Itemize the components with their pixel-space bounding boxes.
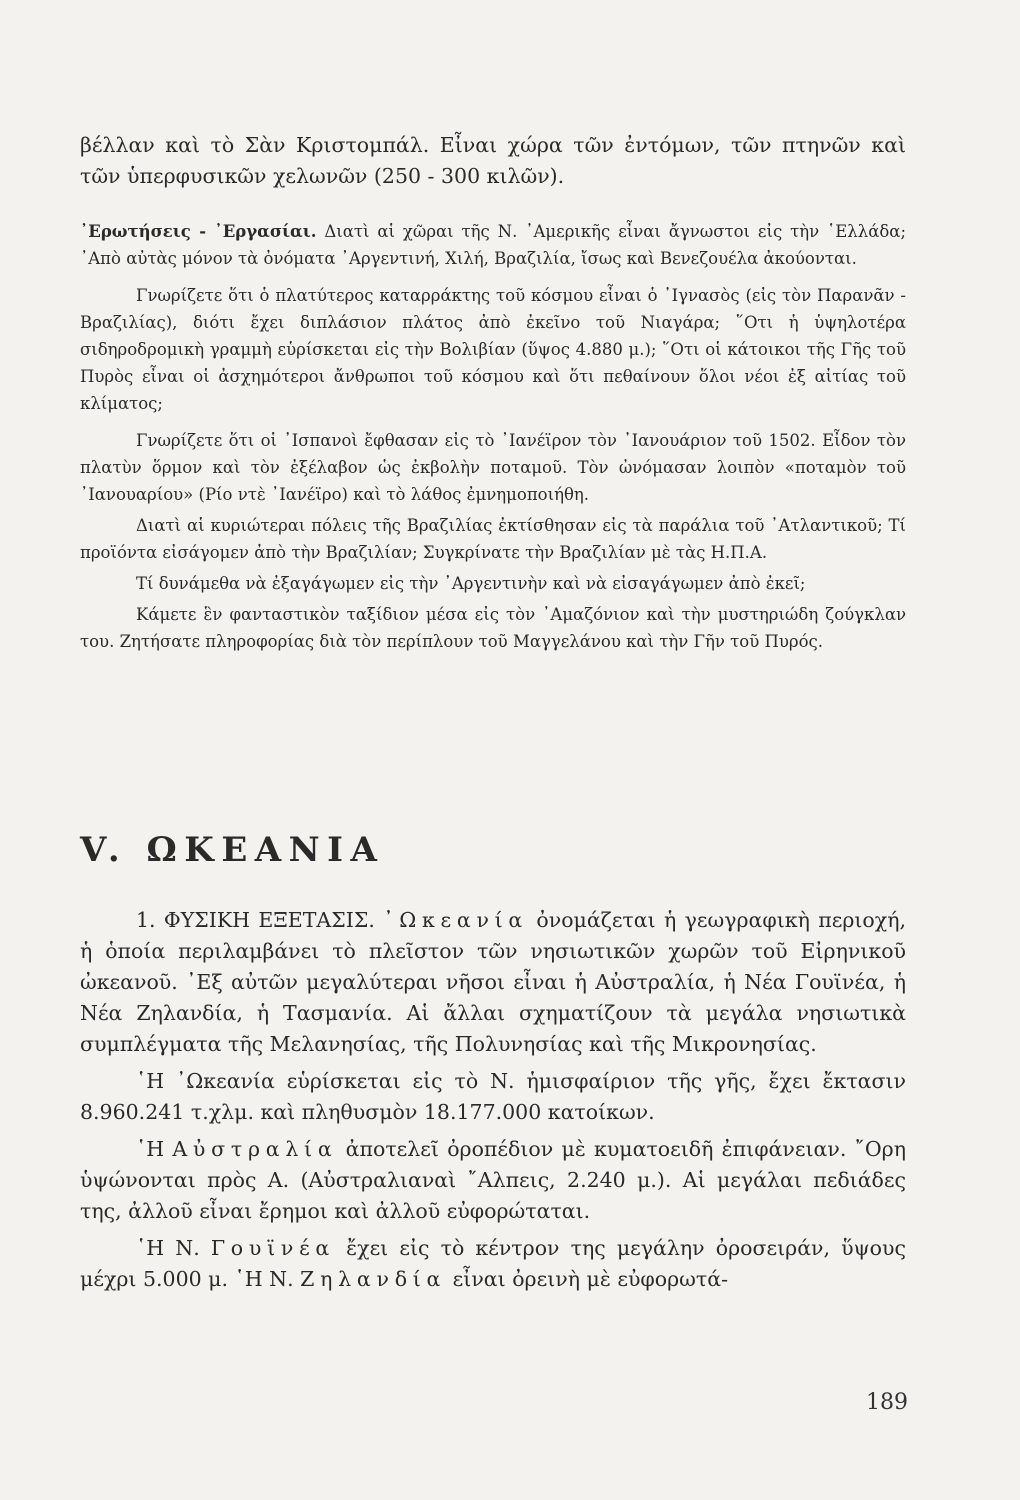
australia-term: Αὐστραλία: [172, 1137, 338, 1161]
questions-paragraph-4: Διατὶ αἱ κυριώτεραι πόλεις τῆς Βραζιλίας ἐκτίσθησαν εἰς τὰ παράλια τοῦ ᾽Ατλαντικοῦ; Τί προϊόντα εἰσάγομεν ἀπὸ τὴν Βραζιλίαν; Συγκρίνατε τὴν Βραζιλίαν μὲ τὰς Η.Π.Α.: [80, 516, 906, 562]
section-title: V. ΩΚΕΑΝΙΑ: [80, 830, 385, 870]
guinea-term: Γουϊνέα: [210, 1236, 336, 1260]
questions-paragraph-2: Γνωρίζετε ὅτι ὁ πλατύτερος καταρράκτης τοῦ κόσμου εἶναι ὁ ᾽Ιγνασὸς (εἰς τὸν Παρανᾶν - Βραζιλίας), διότι ἔχει διπλάσιον πλάτος ἀπὸ ἐκεῖνο τοῦ Νιαγάρα; ῞Οτι ἡ ὑψηλοτέρα σιδηροδρομικὴ γραμμὴ εὑρίσκεται εἰς τὴν Βολιβίαν (ὕψος 4.880 μ.); ῞Οτι οἱ κάτοικοι τῆς Γῆς τοῦ Πυρὸς εἶναι οἱ ἀσχημότεροι ἄνθρωποι τοῦ κόσμου καὶ ὅτι πεθαίνουν ὅλοι νέοι ἐξ αἰτίας τοῦ κλίματος;: [80, 286, 906, 413]
zealand-term: Ζηλανδία: [300, 1267, 447, 1291]
page-number: 189: [866, 1390, 908, 1415]
intro-text: βέλλαν καὶ τὸ Σὰν Κριστομπάλ. Εἶναι χώρα τῶν ἐντόμων, τῶν πτηνῶν καὶ τῶν ὑπερφυσικῶν χελωνῶν (250 - 300 κιλῶν).: [80, 133, 906, 188]
questions-paragraph-5: Τί δυνάμεθα νὰ ἐξαγάγωμεν εἰς τὴν ᾽Αργεντινὴν καὶ νὰ εἰσαγάγωμεν ἀπὸ ἐκεῖ;: [136, 574, 806, 593]
oceania-paragraph-2: ῾Η ᾽Ωκεανία εὑρίσκεται εἰς τὸ Ν. ἡμισφαίριον τῆς γῆς, ἔχει ἔκτασιν 8.960.241 τ.χλμ. καὶ πληθυσμὸν 18.177.000 κατοίκων.: [80, 1069, 906, 1124]
australia-prefix: ῾Η: [136, 1137, 165, 1161]
oceania-paragraph-3: ἀποτελεῖ ὀροπέδιον μὲ κυματοειδῆ ἐπιφάνειαν. ῎Ορη ὑψώνονται πρὸς Α. (Αὐστραλιαναὶ ῎Αλπεις, 2.240 μ.). Αἱ μεγάλαι πεδιάδες της, ἀλλοῦ εἶναι ἔρημοι καὶ ἀλλοῦ εὐφορώταται.: [80, 1137, 906, 1223]
questions-paragraph-6: Κάμετε ἓν φανταστικὸν ταξίδιον μέσα εἰς τὸν ᾽Αμαζόνιον καὶ τὴν μυστηριώδη ζούγκλαν του. Ζητήσατε πληροφορίας διὰ τὸν περίπλουν τοῦ Μαγγελάνου καὶ τὴν Γῆν τοῦ Πυρός.: [80, 605, 906, 651]
questions-label: ᾽Ερωτήσεις - ᾽Εργασίαι.: [80, 222, 317, 241]
oceania-section: [80, 905, 906, 1295]
guinea-prefix: ῾Η Ν.: [136, 1236, 200, 1260]
questions-paragraph-3: Γνωρίζετε ὅτι οἱ ᾽Ισπανοὶ ἔφθασαν εἰς τὸ ᾽Ιανέϊρον τὸν ᾽Ιανουάριον τοῦ 1502. Εἶδον τὸν πλατὺν ὅρμον καὶ τὸν ἐξέλαβον ὡς ἐκβολὴν ποταμοῦ. Τὸν ὠνόμασαν λοιπὸν «ποταμὸν τοῦ ᾽Ιανουαρίου» (Ρίο ντὲ ᾽Ιανέϊρο) καὶ τὸ λάθος ἐμνημοποιήθη.: [80, 431, 906, 504]
oceania-paragraph-4-end: εἶναι ὀρεινὴ μὲ εὐφορωτά-: [452, 1267, 729, 1291]
questions-paragraph-1: Διατὶ αἱ χῶραι τῆς Ν. ᾽Αμερικῆς εἶναι ἄγνωστοι εἰς τὴν ῾Ελλάδα; ᾽Απὸ αὐτὰς μόνον τὰ ὀνόματα ᾽Αργεντινή, Χιλή, Βραζιλία, ἴσως καὶ Βενεζουέλα ἀκούονται.: [80, 222, 907, 268]
oceania-paragraph-1: ὀνομάζεται ἡ γεωγραφικὴ περιοχή, ἡ ὁποία περιλαμβάνει τὸ πλεῖστον τῶν νησιωτικῶν χωρῶν τοῦ Εἰρηνικοῦ ὠκεανοῦ. ᾽Εξ αὐτῶν μεγαλύτεραι νῆσοι εἶναι ἡ Αὐστραλία, ἡ Νέα Γουϊνέα, ἡ Νέα Ζηλανδία, ἡ Τασμανία. Αἱ ἄλλαι σχηματίζουν τὰ μεγάλα νησιωτικὰ συμπλέγματα τῆς Μελανησίας, τῆς Πολυνησίας καὶ τῆς Μικρονησίας.: [80, 908, 906, 1056]
intro-paragraph: [80, 130, 906, 192]
oceania-heading: 1. ΦΥΣΙΚΗ ΕΞΕΤΑΣΙΣ.: [136, 908, 375, 932]
questions-section: [80, 218, 906, 655]
oceania-term: ᾽Ωκεανία: [383, 908, 529, 932]
oceania-paragraph-4: ἔχει εἰς τὸ κέντρον της μεγάλην ὀροσειράν, ὕψους μέχρι 5.000 μ. ῾Η Ν.: [80, 1236, 906, 1291]
